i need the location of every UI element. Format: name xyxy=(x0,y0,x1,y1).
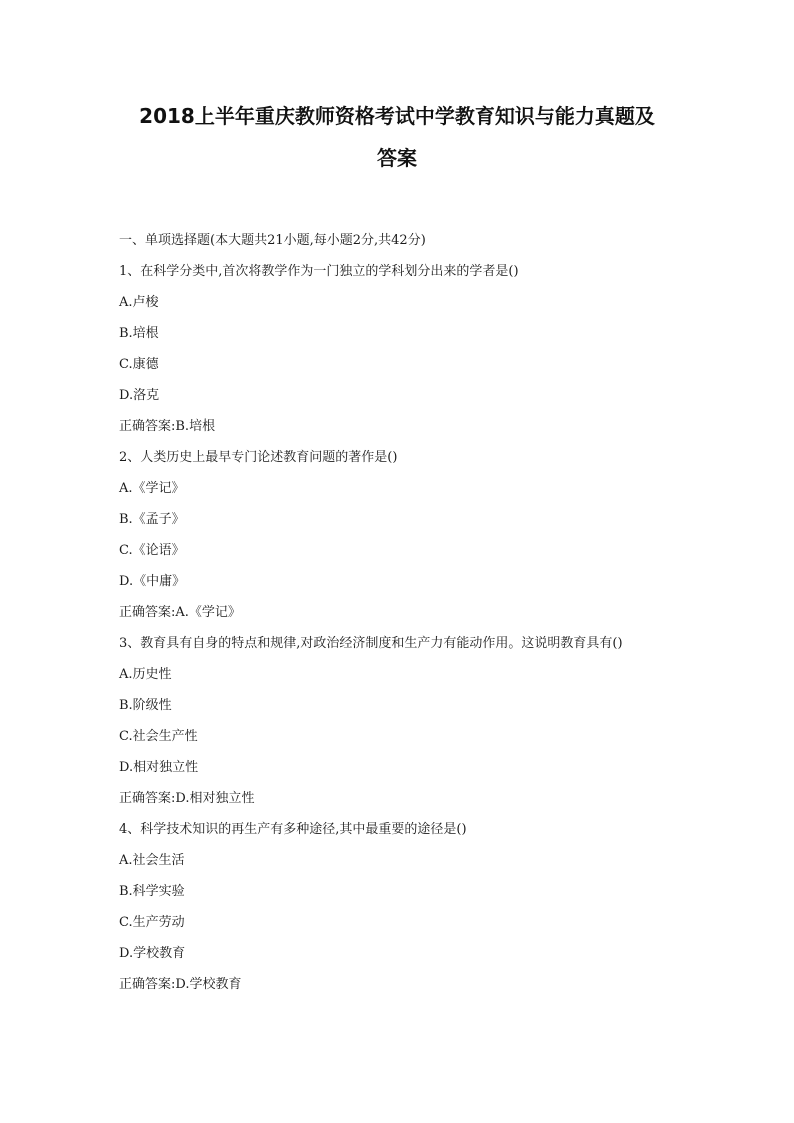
answer-2: 正确答案:A.《学记》 xyxy=(119,605,241,620)
question-stem-3: 3、教育具有自身的特点和规律,对政治经济制度和生产力有能动作用。这说明教育具有() xyxy=(119,636,623,651)
answer-4: 正确答案:D.学校教育 xyxy=(119,977,242,992)
answer-1: 正确答案:B.培根 xyxy=(119,419,216,434)
option-3-b: B.阶级性 xyxy=(119,698,172,713)
question-stem-4: 4、科学技术知识的再生产有多种途径,其中最重要的途径是() xyxy=(119,822,467,837)
option-1-a: A.卢梭 xyxy=(119,295,159,310)
option-1-b: B.培根 xyxy=(119,326,159,341)
answer-3: 正确答案:D.相对独立性 xyxy=(119,791,255,806)
option-4-c: C.生产劳动 xyxy=(119,915,185,930)
option-3-a: A.历史性 xyxy=(119,667,172,682)
option-3-c: C.社会生产性 xyxy=(119,729,198,744)
document-title-line-1: 2018上半年重庆教师资格考试中学教育知识与能力真题及 xyxy=(139,104,655,128)
option-4-b: B.科学实验 xyxy=(119,884,185,899)
option-2-d: D.《中庸》 xyxy=(119,574,186,589)
option-2-b: B.《孟子》 xyxy=(119,512,185,527)
option-2-c: C.《论语》 xyxy=(119,543,185,558)
option-2-a: A.《学记》 xyxy=(119,481,185,496)
option-1-d: D.洛克 xyxy=(119,388,160,403)
document-body xyxy=(119,225,759,1000)
option-4-d: D.学校教育 xyxy=(119,946,186,961)
question-stem-1: 1、在科学分类中,首次将教学作为一门独立的学科划分出来的学者是() xyxy=(119,264,519,279)
option-3-d: D.相对独立性 xyxy=(119,760,199,775)
document-title-line-2: 答案 xyxy=(377,146,417,170)
section-heading: 一、单项选择题(本大题共21小题,每小题2分,共42分) xyxy=(119,233,426,248)
option-4-a: A.社会生活 xyxy=(119,853,185,868)
option-1-c: C.康德 xyxy=(119,357,159,372)
question-stem-2: 2、人类历史上最早专门论述教育问题的著作是() xyxy=(119,450,398,465)
